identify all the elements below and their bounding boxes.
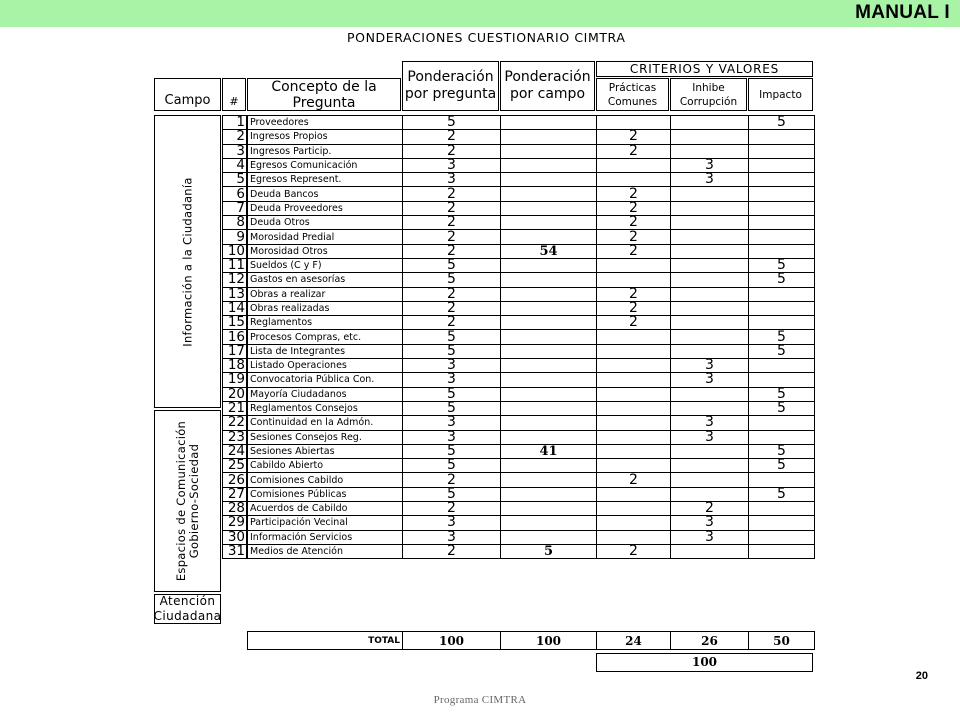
table-row — [248, 287, 815, 301]
total-ponderacion-pregunta: 100 — [403, 632, 501, 650]
ponderacion-pregunta-cell: 2 — [403, 201, 501, 215]
totals-label: TOTAL — [248, 632, 403, 650]
group-espacios-label — [175, 421, 201, 581]
table-row — [248, 244, 815, 258]
inhibe-cell — [671, 216, 749, 230]
group-atencion-line1: Atención — [159, 594, 216, 608]
concepto-cell: Acuerdos de Cabildo — [248, 502, 403, 516]
footer-text: Programa CIMTRA — [433, 694, 527, 706]
ponderacion-campo-cell — [501, 330, 597, 344]
question-number: 28 — [223, 502, 247, 516]
impacto-cell: 5 — [749, 116, 815, 130]
concepto-cell: Reglamentos — [248, 316, 403, 330]
ponderacion-pregunta-cell: 3 — [403, 516, 501, 530]
ponderacion-pregunta-cell: 2 — [403, 316, 501, 330]
impacto-cell — [749, 416, 815, 430]
table-row — [248, 201, 815, 215]
ponderacion-campo-cell — [501, 530, 597, 544]
ponderacion-pregunta-cell: 2 — [403, 144, 501, 158]
inhibe-cell — [671, 387, 749, 401]
practicas-cell: 2 — [597, 544, 671, 558]
ponderacion-campo-cell — [501, 401, 597, 415]
question-number: 1 — [223, 116, 247, 130]
concepto-cell: Sesiones Abiertas — [248, 444, 403, 458]
practicas-cell — [597, 430, 671, 444]
practicas-cell: 2 — [597, 201, 671, 215]
concepto-cell: Morosidad Predial — [248, 230, 403, 244]
header-inhibe — [670, 78, 747, 111]
concepto-cell: Procesos Compras, etc. — [248, 330, 403, 344]
impacto-cell — [749, 430, 815, 444]
practicas-cell — [597, 359, 671, 373]
header-pc-line2: por campo — [509, 86, 586, 102]
question-number: 24 — [223, 444, 247, 458]
question-number: 22 — [223, 416, 247, 430]
table-row — [248, 216, 815, 230]
impacto-cell — [749, 173, 815, 187]
ponderacion-pregunta-cell: 5 — [403, 459, 501, 473]
practicas-cell — [597, 273, 671, 287]
total-inhibe: 26 — [671, 632, 749, 650]
practicas-cell — [597, 516, 671, 530]
group-espacios — [154, 410, 221, 592]
question-number: 25 — [223, 459, 247, 473]
impacto-cell: 5 — [749, 330, 815, 344]
impacto-cell: 5 — [749, 344, 815, 358]
ponderacion-campo-cell — [501, 158, 597, 172]
question-number: 17 — [223, 344, 247, 358]
ponderacion-pregunta-cell: 5 — [403, 487, 501, 501]
ponderacion-pregunta-cell: 2 — [403, 502, 501, 516]
ponderacion-campo-cell — [501, 173, 597, 187]
concepto-cell: Gastos en asesorías — [248, 273, 403, 287]
concepto-cell: Sueldos (C y F) — [248, 258, 403, 272]
inhibe-cell — [671, 230, 749, 244]
ponderacion-pregunta-cell: 3 — [403, 158, 501, 172]
ponderacion-campo-cell — [501, 344, 597, 358]
inhibe-cell — [671, 144, 749, 158]
ponderacion-campo-cell — [501, 230, 597, 244]
ponderacion-campo-cell — [501, 387, 597, 401]
table-row — [248, 344, 815, 358]
practicas-cell: 2 — [597, 473, 671, 487]
ponderacion-pregunta-cell: 3 — [403, 373, 501, 387]
ponderacion-pregunta-cell: 2 — [403, 187, 501, 201]
question-number: 8 — [223, 216, 247, 230]
ponderacion-pregunta-cell: 2 — [403, 473, 501, 487]
concepto-cell: Obras a realizar — [248, 287, 403, 301]
practicas-cell: 2 — [597, 130, 671, 144]
group-atencion-line2: Ciudadana — [153, 609, 222, 623]
concepto-cell: Obras realizadas — [248, 301, 403, 315]
impacto-cell — [749, 373, 815, 387]
table-row — [248, 273, 815, 287]
inhibe-cell — [671, 459, 749, 473]
table-row — [248, 359, 815, 373]
impacto-cell — [749, 473, 815, 487]
question-number: 29 — [223, 516, 247, 530]
inhibe-cell: 3 — [671, 158, 749, 172]
table-row — [248, 516, 815, 530]
impacto-cell — [749, 544, 815, 558]
concepto-cell: Mayoría Ciudadanos — [248, 387, 403, 401]
inhibe-cell — [671, 258, 749, 272]
concepto-cell: Comisiones Cabildo — [248, 473, 403, 487]
group-espacios-line2: Gobierno-Sociedad — [186, 443, 201, 559]
table-row — [248, 258, 815, 272]
ponderacion-campo-cell — [501, 416, 597, 430]
question-number: 3 — [223, 144, 247, 158]
inhibe-cell — [671, 401, 749, 415]
page-number: 20 — [915, 670, 928, 682]
ponderacion-campo-cell: 54 — [501, 244, 597, 258]
header-campo: Campo — [154, 78, 221, 111]
impacto-cell — [749, 244, 815, 258]
ponderacion-campo-cell — [501, 373, 597, 387]
concepto-cell: Sesiones Consejos Reg. — [248, 430, 403, 444]
ponderacion-campo-cell — [501, 430, 597, 444]
impacto-cell — [749, 130, 815, 144]
ponderacion-campo-cell — [501, 273, 597, 287]
impacto-cell — [749, 530, 815, 544]
table-row — [248, 116, 815, 130]
concepto-cell: Cabildo Abierto — [248, 459, 403, 473]
practicas-cell: 2 — [597, 144, 671, 158]
ponderacion-campo-cell — [501, 516, 597, 530]
impacto-cell — [749, 502, 815, 516]
concepto-cell: Deuda Proveedores — [248, 201, 403, 215]
question-number: 10 — [223, 244, 247, 258]
inhibe-cell — [671, 487, 749, 501]
question-number: 4 — [223, 158, 247, 172]
total-practicas: 24 — [597, 632, 671, 650]
ponderacion-pregunta-cell: 5 — [403, 344, 501, 358]
inhibe-cell: 3 — [671, 173, 749, 187]
question-number: 19 — [223, 373, 247, 387]
header-pp-line2: por pregunta — [404, 86, 497, 102]
header-criterios: CRITERIOS Y VALORES — [596, 61, 813, 77]
table-row — [248, 401, 815, 415]
impacto-cell — [749, 287, 815, 301]
table-row — [248, 430, 815, 444]
ponderacion-pregunta-cell: 2 — [403, 301, 501, 315]
header-concepto-line1: Concepto de la — [271, 78, 377, 95]
concepto-cell: Deuda Otros — [248, 216, 403, 230]
ponderacion-campo-cell: 5 — [501, 544, 597, 558]
impacto-cell — [749, 187, 815, 201]
concepto-cell: Proveedores — [248, 116, 403, 130]
ponderacion-pregunta-cell: 3 — [403, 359, 501, 373]
question-number: 16 — [223, 330, 247, 344]
inhibe-cell — [671, 116, 749, 130]
question-number: 13 — [223, 287, 247, 301]
practicas-cell — [597, 373, 671, 387]
impacto-cell — [749, 216, 815, 230]
inhibe-cell — [671, 287, 749, 301]
impacto-cell — [749, 144, 815, 158]
practicas-cell — [597, 401, 671, 415]
ponderacion-campo-cell — [501, 116, 597, 130]
question-number: 14 — [223, 301, 247, 315]
practicas-cell: 2 — [597, 301, 671, 315]
ponderacion-pregunta-cell: 5 — [403, 330, 501, 344]
question-number: 26 — [223, 473, 247, 487]
total-impacto: 50 — [749, 632, 815, 650]
ponderacion-pregunta-cell: 5 — [403, 444, 501, 458]
group-informacion-label: Información a la Ciudadanía — [180, 176, 194, 347]
concepto-cell: Listado Operaciones — [248, 359, 403, 373]
practicas-cell: 2 — [597, 244, 671, 258]
question-number: 11 — [223, 258, 247, 272]
inhibe-cell: 3 — [671, 416, 749, 430]
header-inhibe-line2: Corrupción — [679, 95, 738, 108]
table-row — [248, 144, 815, 158]
inhibe-cell — [671, 316, 749, 330]
ponderacion-campo-cell — [501, 258, 597, 272]
concepto-cell: Continuidad en la Admón. — [248, 416, 403, 430]
table-row — [248, 444, 815, 458]
practicas-cell — [597, 344, 671, 358]
ponderacion-campo-cell — [501, 301, 597, 315]
impacto-cell: 5 — [749, 401, 815, 415]
inhibe-cell — [671, 201, 749, 215]
inhibe-cell — [671, 273, 749, 287]
table-row — [248, 502, 815, 516]
ponderacion-pregunta-cell: 2 — [403, 230, 501, 244]
totals-row — [247, 631, 815, 650]
header-practicas-line1: Prácticas — [608, 81, 657, 94]
table-row — [248, 530, 815, 544]
inhibe-cell — [671, 344, 749, 358]
concepto-cell: Comisiones Públicas — [248, 487, 403, 501]
practicas-cell — [597, 158, 671, 172]
question-number: 27 — [223, 487, 247, 501]
concepto-cell: Morosidad Otros — [248, 244, 403, 258]
inhibe-cell — [671, 244, 749, 258]
inhibe-cell — [671, 544, 749, 558]
impacto-cell — [749, 516, 815, 530]
impacto-cell — [749, 230, 815, 244]
ponderacion-pregunta-cell: 5 — [403, 387, 501, 401]
practicas-cell — [597, 487, 671, 501]
group-informacion — [154, 115, 221, 408]
question-number: 31 — [223, 544, 247, 558]
practicas-cell — [597, 530, 671, 544]
inhibe-cell — [671, 301, 749, 315]
ponderacion-campo-cell — [501, 502, 597, 516]
table-row — [248, 230, 815, 244]
impacto-cell — [749, 359, 815, 373]
header-concepto-line2: Pregunta — [292, 94, 356, 111]
practicas-cell — [597, 416, 671, 430]
total-ponderacion-campo: 100 — [501, 632, 597, 650]
table-row — [248, 316, 815, 330]
question-number: 15 — [223, 316, 247, 330]
table-row — [248, 416, 815, 430]
practicas-cell — [597, 173, 671, 187]
ponderacion-campo-cell — [501, 287, 597, 301]
impacto-cell — [749, 158, 815, 172]
impacto-cell — [749, 301, 815, 315]
practicas-cell: 2 — [597, 316, 671, 330]
impacto-cell: 5 — [749, 258, 815, 272]
concepto-cell: Deuda Bancos — [248, 187, 403, 201]
concepto-cell: Reglamentos Consejos — [248, 401, 403, 415]
header-practicas-line2: Comunes — [607, 95, 658, 108]
ponderacion-campo-cell — [501, 473, 597, 487]
inhibe-cell — [671, 473, 749, 487]
inhibe-cell: 3 — [671, 516, 749, 530]
question-number: 20 — [223, 387, 247, 401]
header-concepto — [247, 78, 401, 111]
inhibe-cell — [671, 330, 749, 344]
ponderacion-pregunta-cell: 5 — [403, 116, 501, 130]
table-row — [248, 330, 815, 344]
header-practicas — [596, 78, 669, 111]
concepto-cell: Ingresos Particip. — [248, 144, 403, 158]
inhibe-cell — [671, 130, 749, 144]
concepto-cell: Convocatoria Pública Con. — [248, 373, 403, 387]
table-row — [248, 130, 815, 144]
header-impacto: Impacto — [748, 78, 813, 111]
question-number: 7 — [223, 201, 247, 215]
inhibe-cell: 3 — [671, 430, 749, 444]
practicas-cell — [597, 116, 671, 130]
ponderacion-pregunta-cell: 2 — [403, 544, 501, 558]
practicas-cell — [597, 502, 671, 516]
table-row — [248, 487, 815, 501]
practicas-cell — [597, 330, 671, 344]
concepto-cell: Medios de Atención — [248, 544, 403, 558]
practicas-cell — [597, 459, 671, 473]
inhibe-cell: 3 — [671, 359, 749, 373]
table-row — [248, 544, 815, 558]
question-number: 12 — [223, 273, 247, 287]
table-row — [248, 301, 815, 315]
ponderacion-campo-cell — [501, 187, 597, 201]
inhibe-cell — [671, 444, 749, 458]
header-inhibe-line1: Inhibe — [692, 81, 725, 94]
impacto-cell: 5 — [749, 387, 815, 401]
ponderacion-campo-cell — [501, 144, 597, 158]
concepto-cell: Lista de Integrantes — [248, 344, 403, 358]
impacto-cell: 5 — [749, 459, 815, 473]
ponderacion-campo-cell — [501, 216, 597, 230]
impacto-cell: 5 — [749, 444, 815, 458]
table-row — [248, 173, 815, 187]
ponderacion-pregunta-cell: 3 — [403, 430, 501, 444]
question-number: 2 — [223, 130, 247, 144]
practicas-cell: 2 — [597, 287, 671, 301]
ponderacion-campo-cell — [501, 201, 597, 215]
question-number-column — [222, 115, 247, 559]
ponderacion-campo-cell — [501, 487, 597, 501]
table-row — [248, 473, 815, 487]
table-row — [248, 158, 815, 172]
question-number: 6 — [223, 187, 247, 201]
practicas-cell — [597, 387, 671, 401]
inhibe-cell: 3 — [671, 373, 749, 387]
header-pc-line1: Ponderación — [504, 69, 591, 85]
document-title: PONDERACIONES CUESTIONARIO CIMTRA — [347, 30, 626, 45]
ponderacion-pregunta-cell: 5 — [403, 258, 501, 272]
practicas-cell — [597, 444, 671, 458]
practicas-cell: 2 — [597, 216, 671, 230]
question-number: 9 — [223, 230, 247, 244]
header-number: # — [222, 78, 246, 111]
practicas-cell: 2 — [597, 187, 671, 201]
ponderacion-pregunta-cell: 2 — [403, 244, 501, 258]
concepto-cell: Participación Vecinal — [248, 516, 403, 530]
ponderacion-campo-cell — [501, 130, 597, 144]
inhibe-cell: 2 — [671, 502, 749, 516]
practicas-cell — [597, 258, 671, 272]
question-number: 18 — [223, 359, 247, 373]
header-pp-line1: Ponderación — [407, 69, 494, 85]
inhibe-cell: 3 — [671, 530, 749, 544]
header-ponderacion-pregunta — [402, 61, 499, 111]
inhibe-cell — [671, 187, 749, 201]
ponderacion-pregunta-cell: 3 — [403, 416, 501, 430]
question-number: 5 — [223, 173, 247, 187]
question-number: 23 — [223, 430, 247, 444]
ponderacion-campo-cell: 41 — [501, 444, 597, 458]
table-row — [248, 459, 815, 473]
ponderacion-pregunta-cell: 2 — [403, 216, 501, 230]
ponderaciones-table — [247, 115, 815, 559]
table-row — [248, 373, 815, 387]
ponderacion-pregunta-cell: 5 — [403, 401, 501, 415]
table-row — [248, 187, 815, 201]
ponderacion-campo-cell — [501, 459, 597, 473]
concepto-cell: Egresos Represent. — [248, 173, 403, 187]
ponderacion-campo-cell — [501, 359, 597, 373]
ponderacion-pregunta-cell: 3 — [403, 530, 501, 544]
question-number: 21 — [223, 401, 247, 415]
concepto-cell: Egresos Comunicación — [248, 158, 403, 172]
manual-badge: MANUAL I — [855, 2, 950, 23]
impacto-cell — [749, 316, 815, 330]
impacto-cell — [749, 201, 815, 215]
concepto-cell: Ingresos Propios — [248, 130, 403, 144]
ponderacion-pregunta-cell: 3 — [403, 173, 501, 187]
group-atencion — [154, 594, 221, 624]
ponderacion-campo-cell — [501, 316, 597, 330]
group-espacios-line1: Espacios de Comunicación — [173, 420, 188, 582]
ponderacion-pregunta-cell: 2 — [403, 287, 501, 301]
impacto-cell: 5 — [749, 487, 815, 501]
practicas-cell: 2 — [597, 230, 671, 244]
ponderacion-pregunta-cell: 5 — [403, 273, 501, 287]
grand-total: 100 — [596, 653, 813, 672]
impacto-cell: 5 — [749, 273, 815, 287]
top-banner — [0, 0, 960, 27]
question-number: 30 — [223, 530, 247, 544]
table-row — [248, 387, 815, 401]
ponderacion-pregunta-cell: 2 — [403, 130, 501, 144]
header-ponderacion-campo — [500, 61, 595, 111]
concepto-cell: Información Servicios — [248, 530, 403, 544]
